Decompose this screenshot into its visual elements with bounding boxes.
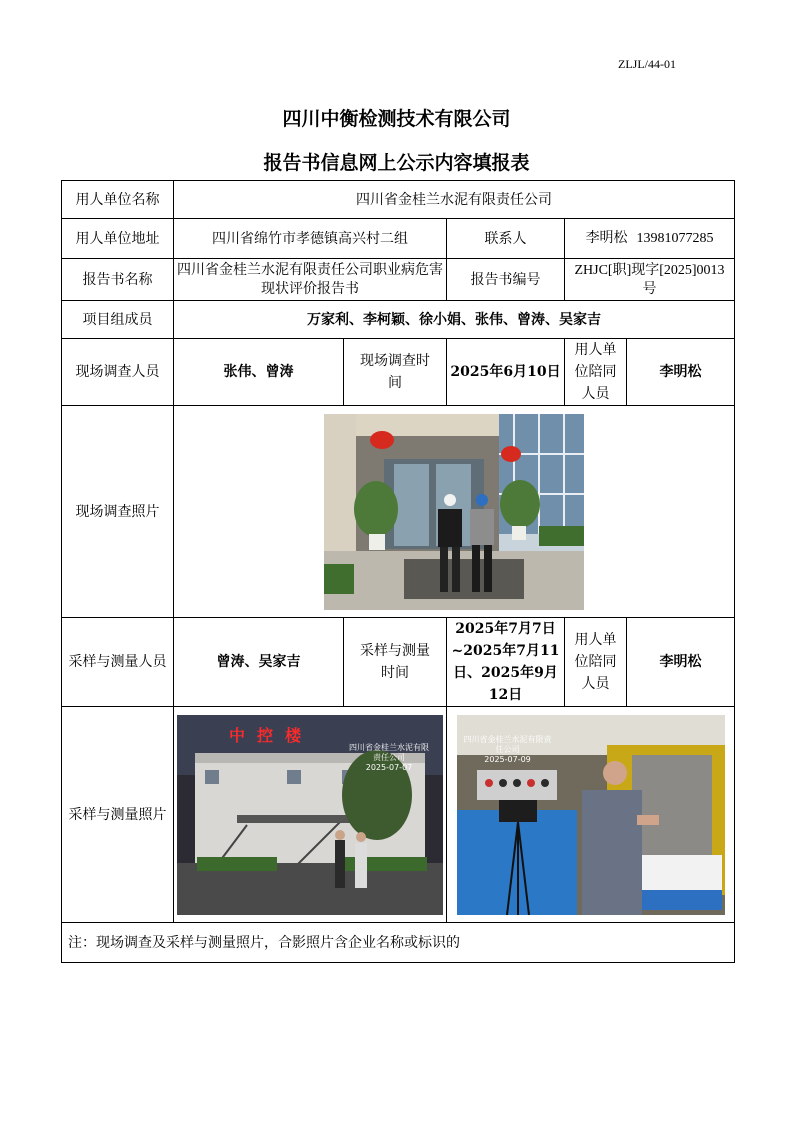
employer-name-label: 用人单位名称: [62, 181, 174, 219]
contact-phone: 13981077285: [636, 231, 714, 246]
row-sampling: [62, 618, 735, 707]
report-no-label: 报告书编号: [447, 259, 565, 301]
report-name-label: 报告书名称: [62, 259, 174, 301]
row-survey-photo: [62, 406, 735, 618]
form-title: 报告书信息网上公示内容填报表: [263, 152, 530, 174]
report-name-value: 四川省金桂兰水泥有限责任公司职业病危害现状评价报告书: [174, 259, 447, 301]
info-table: [61, 180, 735, 963]
contact-label: 联系人: [447, 219, 565, 259]
sampling-staff-label: 采样与测量人员: [62, 618, 174, 707]
watermark-company-2: 四川省金桂兰水泥有限责任公司: [463, 734, 552, 754]
sampling-accompany-value: 李明松: [627, 618, 735, 707]
survey-staff-label: 现场调查人员: [62, 339, 174, 406]
photo-watermark-2: [463, 735, 553, 765]
row-employer-name: [62, 181, 735, 219]
row-employer-address: [62, 219, 735, 259]
document-code: ZLJL/44-01: [618, 57, 676, 71]
survey-time-label: 现场调查时间: [344, 339, 447, 406]
note-text: 注：现场调查及采样与测量照片，合影照片含企业名称或标识的: [62, 923, 735, 963]
photo-watermark-1: [347, 743, 431, 773]
survey-accompany-label: 用人单位陪同人员: [565, 339, 627, 406]
survey-photo-cell: [174, 406, 735, 618]
survey-accompany-value: 李明松: [627, 339, 735, 406]
watermark-company: 四川省金桂兰水泥有限责任公司: [349, 742, 429, 762]
employer-name-value: 四川省金桂兰水泥有限责任公司: [174, 181, 735, 219]
team-label: 项目组成员: [62, 301, 174, 339]
watermark-date: 2025-07-07: [365, 762, 413, 772]
row-note: [62, 923, 735, 963]
contact-name: 李明松: [585, 230, 628, 246]
employer-address-value: 四川省绵竹市孝德镇高兴村二组: [174, 219, 447, 259]
row-survey: [62, 339, 735, 406]
sampling-accompany-label: 用人单位陪同人员: [565, 618, 627, 707]
watermark-date-2: 2025-07-09: [484, 754, 531, 764]
building-sign: 中控楼: [229, 725, 314, 745]
survey-photo-label: 现场调查照片: [62, 406, 174, 618]
survey-time-value: 2025年6月10日: [447, 339, 565, 406]
sampling-photo-label: 采样与测量照片: [62, 707, 174, 923]
employer-address-label: 用人单位地址: [62, 219, 174, 259]
sampling-photo-cell-2: [447, 707, 735, 923]
sampling-photo-equipment: [457, 715, 725, 915]
row-report-name: [62, 259, 735, 301]
sampling-staff-value: 曾涛、吴家吉: [174, 618, 344, 707]
survey-photo: [324, 414, 584, 610]
report-no-value: ZHJC[职]现字[2025]0013号: [565, 259, 735, 301]
sampling-time-value: 2025年7月7日~2025年7月11日、2025年9月12日: [447, 618, 565, 707]
sampling-time-label: 采样与测量时间: [344, 618, 447, 707]
sampling-photo-night: [177, 715, 443, 915]
company-title: 四川中衡检测技术有限公司: [282, 108, 511, 130]
team-value: 万家利、李柯颖、徐小娟、张伟、曾涛、吴家吉: [174, 301, 735, 339]
row-sampling-photo: [62, 707, 735, 923]
contact-value: [565, 219, 735, 259]
row-team: [62, 301, 735, 339]
sampling-photo-cell-1: [174, 707, 447, 923]
survey-staff-value: 张伟、曾涛: [174, 339, 344, 406]
